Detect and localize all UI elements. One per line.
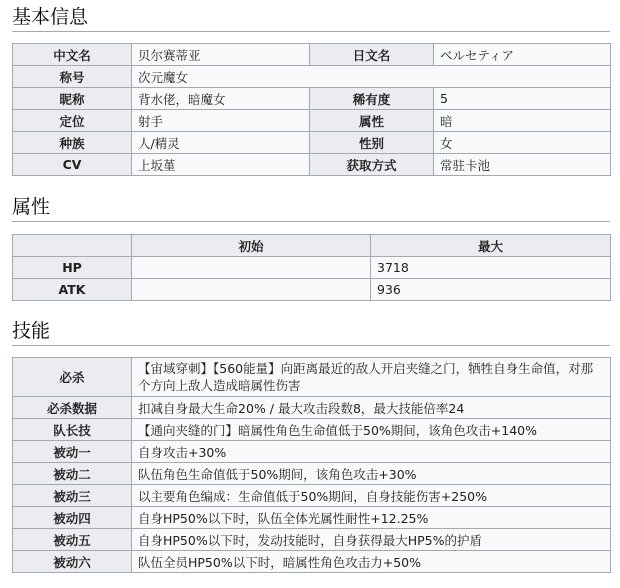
table-row [13, 419, 611, 441]
skills-table [12, 357, 611, 573]
obtain-label: 获取方式 [310, 154, 434, 176]
table-row [13, 485, 611, 507]
skill-description: 【通向夹缝的门】暗属性角色生命值低于50%期间，该角色攻击+140% [132, 419, 611, 441]
gender-label: 性别 [310, 132, 434, 154]
title-label: 称号 [13, 66, 132, 88]
skill-name: 被动一 [13, 441, 132, 463]
table-header-row [13, 235, 611, 257]
rarity-value: 5 [434, 88, 611, 110]
cv-label: CV [13, 154, 132, 176]
section-heading-stats: 属性 [12, 194, 610, 222]
stat-initial-hp [132, 257, 371, 279]
nickname-label: 昵称 [13, 88, 132, 110]
section-heading-basic: 基本信息 [12, 4, 610, 32]
race-value: 人/精灵 [132, 132, 310, 154]
skill-description: 【宙域穿刺】【560能量】向距离最近的敌人开启夹缝之门，牺牲自身生命值，对那个方向上敌人造成暗属性伤害 [132, 358, 611, 397]
japanese-name-label: 日文名 [310, 44, 434, 66]
skill-description: 自身攻击+30% [132, 441, 611, 463]
stat-max-hp: 3718 [371, 257, 611, 279]
nickname-value: 背水佬，暗魔女 [132, 88, 310, 110]
skill-name: 被动六 [13, 551, 132, 573]
chinese-name-value: 贝尔赛蒂亚 [132, 44, 310, 66]
table-row [13, 441, 611, 463]
table-row [13, 507, 611, 529]
table-row [13, 463, 611, 485]
role-value: 射手 [132, 110, 310, 132]
skill-description: 自身HP50%以下时，发动技能时，自身获得最大HP5%的护盾 [132, 529, 611, 551]
skill-description: 以主要角色编成：生命值低于50%期间，自身技能伤害+250% [132, 485, 611, 507]
stats-corner-cell [13, 235, 132, 257]
skill-name: 被动二 [13, 463, 132, 485]
japanese-name-value: ベルセティア [434, 44, 611, 66]
table-row [13, 397, 611, 419]
table-row [13, 279, 611, 301]
stat-initial-atk [132, 279, 371, 301]
role-label: 定位 [13, 110, 132, 132]
obtain-value: 常驻卡池 [434, 154, 611, 176]
skill-description: 队伍全员HP50%以下时，暗属性角色攻击力+50% [132, 551, 611, 573]
stat-name-hp: HP [13, 257, 132, 279]
skill-name: 必杀 [13, 358, 132, 397]
table-row [13, 551, 611, 573]
column-header-initial: 初始 [132, 235, 371, 257]
basic-info-table [12, 43, 611, 176]
element-label: 属性 [310, 110, 434, 132]
table-row [13, 44, 611, 66]
stats-table [12, 234, 611, 301]
table-row [13, 154, 611, 176]
table-row [13, 110, 611, 132]
skill-name: 队长技 [13, 419, 132, 441]
rarity-label: 稀有度 [310, 88, 434, 110]
stat-max-atk: 936 [371, 279, 611, 301]
skill-name: 被动五 [13, 529, 132, 551]
table-row [13, 66, 611, 88]
element-value: 暗 [434, 110, 611, 132]
cv-value: 上坂堇 [132, 154, 310, 176]
skill-name: 必杀数据 [13, 397, 132, 419]
skill-description: 自身HP50%以下时，队伍全体光属性耐性+12.25% [132, 507, 611, 529]
skill-name: 被动三 [13, 485, 132, 507]
table-row [13, 358, 611, 397]
skill-name: 被动四 [13, 507, 132, 529]
section-heading-skills: 技能 [12, 318, 610, 346]
title-value: 次元魔女 [132, 66, 611, 88]
table-row [13, 132, 611, 154]
table-row [13, 529, 611, 551]
skill-description: 队伍角色生命值低于50%期间，该角色攻击+30% [132, 463, 611, 485]
skill-description: 扣减自身最大生命20% / 最大攻击段数8，最大技能倍率24 [132, 397, 611, 419]
table-row [13, 257, 611, 279]
stat-name-atk: ATK [13, 279, 132, 301]
table-row [13, 88, 611, 110]
race-label: 种族 [13, 132, 132, 154]
column-header-max: 最大 [371, 235, 611, 257]
chinese-name-label: 中文名 [13, 44, 132, 66]
gender-value: 女 [434, 132, 611, 154]
